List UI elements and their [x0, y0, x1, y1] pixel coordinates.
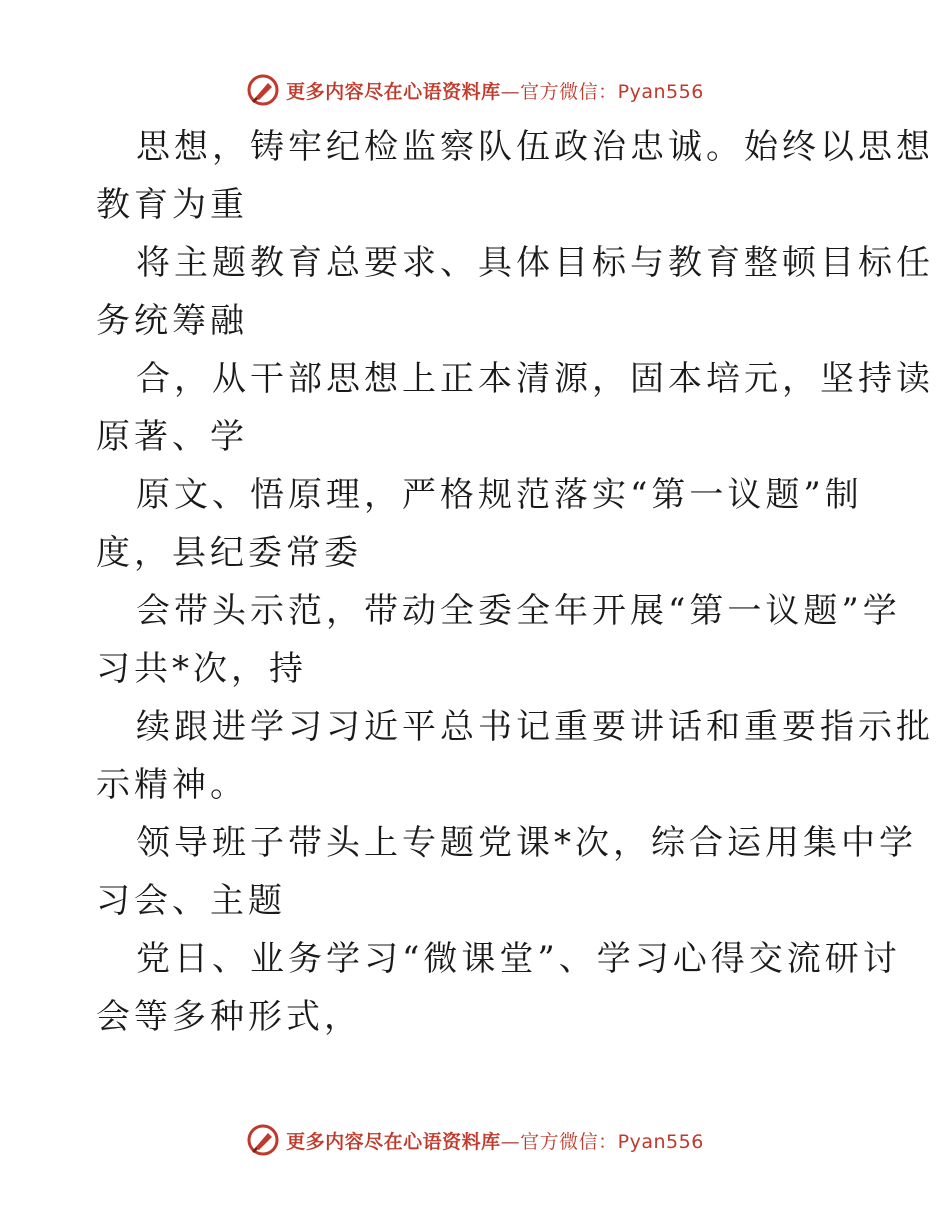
footer-separator: —: [500, 1130, 521, 1153]
footer-wechat-text: 官方微信：Pyan556: [520, 1130, 704, 1153]
text-line: 度，县纪委常委: [96, 533, 362, 573]
text-line: 领导班子带头上专题党课*次，综合运用集中学: [136, 823, 917, 863]
pen-nib-seal-icon: [246, 1123, 280, 1157]
text-line: 习共*次，持: [96, 649, 307, 689]
header-banner-content: [246, 73, 704, 107]
header-banner-text: [286, 77, 704, 104]
text-line: 党日、业务学习“微课堂”、学习心得交流研讨: [136, 939, 901, 979]
text-line: 习会、主题: [96, 881, 286, 921]
text-line: 会带头示范，带动全委全年开展“第一议题”学: [136, 591, 901, 631]
text-line: 示精神。: [96, 765, 248, 805]
footer-library-text: 更多内容尽在心语资料库: [286, 1130, 501, 1153]
header-separator: —: [500, 80, 521, 103]
text-line: 合，从干部思想上正本清源，固本培元，坚持读: [136, 359, 934, 399]
text-line: 教育为重: [96, 185, 248, 225]
text-line: 原文、悟原理，严格规范落实“第一议题”制: [136, 475, 863, 515]
text-line: 会等多种形式，: [96, 997, 362, 1037]
pen-nib-seal-icon: [246, 73, 280, 107]
text-line: 务统筹融: [96, 301, 248, 341]
body-text: [96, 118, 934, 1046]
header-wechat-text: 官方微信：Pyan556: [520, 80, 704, 103]
footer-banner-text: [286, 1127, 704, 1154]
header-banner: [0, 70, 950, 110]
text-line: 原著、学: [96, 417, 248, 457]
footer-banner-content: [246, 1123, 704, 1157]
footer-banner: [0, 1120, 950, 1160]
text-line: 将主题教育总要求、具体目标与教育整顿目标任: [136, 243, 934, 283]
header-library-text: 更多内容尽在心语资料库: [286, 80, 501, 103]
text-line: 思想，铸牢纪检监察队伍政治忠诚。始终以思想: [136, 127, 934, 167]
text-line: 续跟进学习习近平总书记重要讲话和重要指示批: [136, 707, 934, 747]
